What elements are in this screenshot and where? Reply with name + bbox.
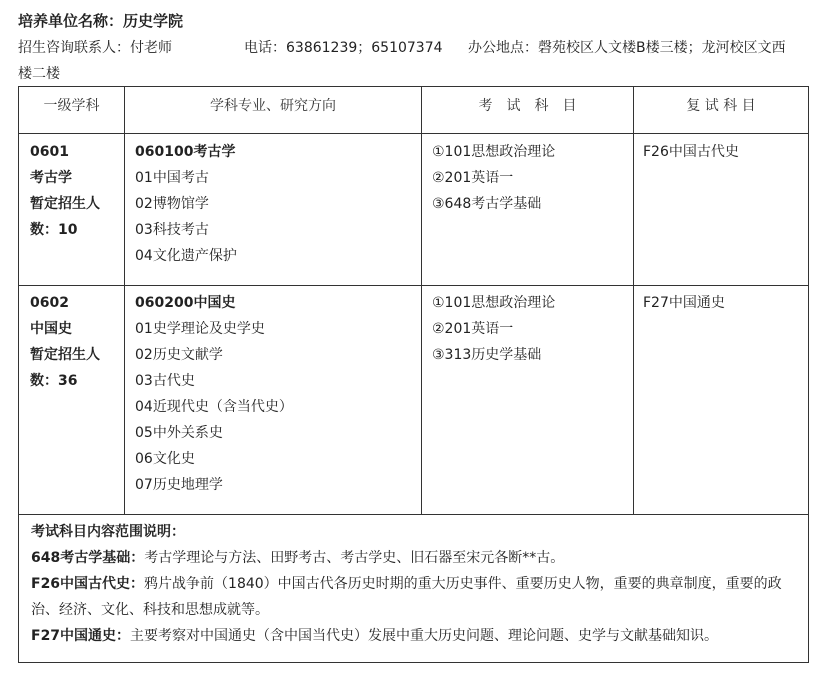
direction-item: 02历史文献学 — [135, 347, 223, 363]
notes-title: 考试科目内容范围说明： — [31, 524, 185, 540]
row-divider — [19, 133, 808, 134]
retest-cell: F26中国古代史 — [643, 144, 739, 160]
exam-item: ②201英语一 — [432, 321, 514, 337]
contact-person: 招生咨询联系人：付老师 — [18, 40, 172, 56]
office-address: 办公地点：磬苑校区人文楼B楼三楼；龙河校区文西 — [468, 40, 786, 56]
exam-item: ①101思想政治理论 — [432, 144, 556, 160]
direction-item: 01史学理论及史学史 — [135, 321, 265, 337]
direction-item: 01中国考古 — [135, 170, 209, 186]
major-name: 060200中国史 — [135, 295, 236, 311]
direction-item: 03古代史 — [135, 373, 195, 389]
major-name: 060100考古学 — [135, 144, 236, 160]
exam-cell — [432, 290, 555, 368]
exam-item: ③313历史学基础 — [432, 347, 542, 363]
direction-item: 05中外关系史 — [135, 425, 223, 441]
column-divider — [421, 87, 422, 514]
discipline-cell: 0602 中国史 暂定招生人 数：36 — [30, 295, 100, 389]
major-cell — [135, 139, 237, 269]
column-divider — [633, 87, 634, 514]
col-header-exams: 考 试 科 目 — [478, 98, 577, 114]
exam-item: ①101思想政治理论 — [432, 295, 556, 311]
contact-phone: 电话：63861239；65107374 — [244, 40, 443, 56]
exam-scope-notes — [31, 519, 796, 649]
direction-item: 04近现代史（含当代史） — [135, 399, 293, 415]
direction-item: 06文化史 — [135, 451, 195, 467]
office-address-continued: 楼二楼 — [18, 66, 60, 82]
direction-item: 04文化遗产保护 — [135, 248, 237, 264]
row-divider — [19, 514, 808, 515]
col-header-discipline: 一级学科 — [43, 98, 100, 114]
major-cell — [135, 290, 293, 498]
exam-cell — [432, 139, 555, 217]
exam-item: ③648考古学基础 — [432, 196, 542, 212]
admissions-table — [18, 86, 809, 663]
direction-item: 02博物馆学 — [135, 196, 209, 212]
row-divider — [19, 285, 808, 286]
contact-line — [18, 37, 818, 57]
note-item: F26中国古代史：鸦片战争前（1840）中国古代各历史时期的重大历史事件、重要历史人物，重要的典章制度，重要的政治、经济、文化、科技和思想成就等。 — [31, 576, 782, 618]
column-divider — [124, 87, 125, 514]
col-header-retest: 复 试 科 目 — [686, 98, 756, 114]
note-item: F27中国通史：主要考察对中国通史（含中国当代史）发展中重大历史问题、理论问题、史学与文献基础知识。 — [31, 628, 719, 644]
note-item: 648考古学基础：考古学理论与方法、田野考古、考古学史、旧石器至宋元各断**古。 — [31, 550, 565, 566]
direction-item: 07历史地理学 — [135, 477, 223, 493]
unit-title: 培养单位名称：历史学院 — [18, 12, 184, 30]
exam-item: ②201英语一 — [432, 170, 514, 186]
retest-cell: F27中国通史 — [643, 295, 725, 311]
discipline-cell: 0601 考古学 暂定招生人 数：10 — [30, 144, 100, 238]
direction-item: 03科技考古 — [135, 222, 209, 238]
col-header-major: 学科专业、研究方向 — [210, 98, 336, 114]
